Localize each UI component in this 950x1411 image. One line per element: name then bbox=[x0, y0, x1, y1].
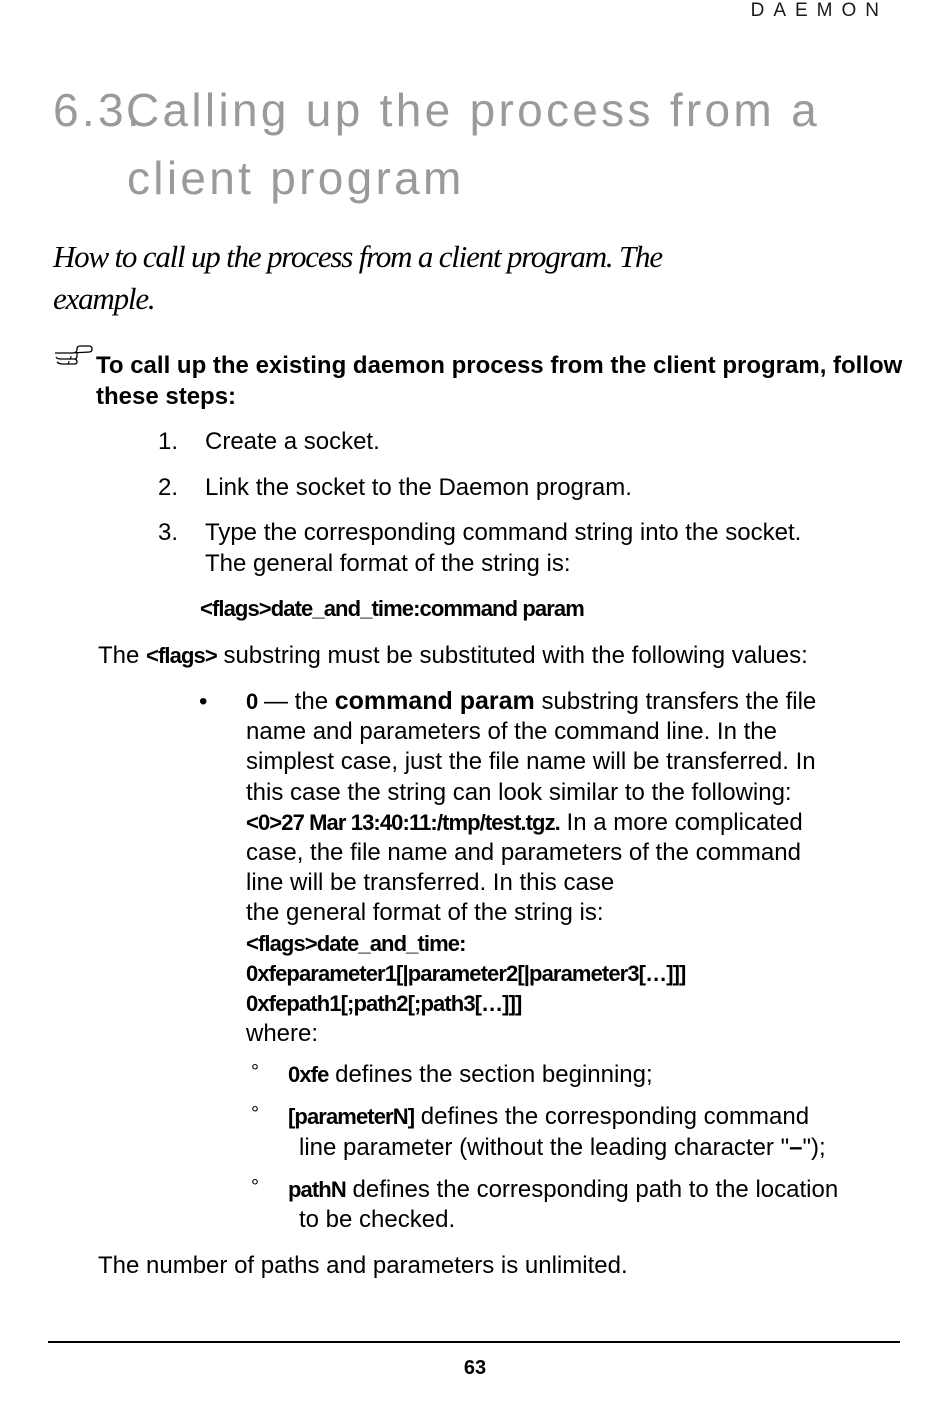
bullet-text: In a more complicated bbox=[559, 808, 803, 836]
footer-divider bbox=[48, 1341, 900, 1343]
bullet-paragraph bbox=[246, 686, 896, 1049]
step-text: Create a socket. bbox=[205, 428, 380, 455]
subitem-text: defines the corresponding path to the location bbox=[345, 1176, 839, 1203]
format-code-line: 0xfepath1[;path2[;path3[…]]] bbox=[246, 991, 522, 1017]
running-header: DAEMON bbox=[750, 0, 888, 21]
step-text: Type the corresponding command string into the socket. bbox=[205, 519, 802, 546]
subitem-text: line parameter (without the leading character " bbox=[299, 1134, 790, 1161]
subitem-symbol: ° bbox=[251, 1061, 259, 1083]
dash-char: – bbox=[789, 1134, 803, 1161]
bullet-line: the general format of the string is: bbox=[246, 899, 604, 927]
section-number: 6.3. bbox=[53, 84, 143, 136]
format-string-code: <flags>date_and_time:command param bbox=[200, 596, 584, 621]
step-text: The general format of the string is: bbox=[205, 550, 571, 577]
subitem-code: pathN bbox=[288, 1177, 346, 1202]
bullet-line: simplest case, just the file name will be transferred. In bbox=[246, 748, 816, 776]
subitem-line: to be checked. bbox=[299, 1206, 456, 1233]
flags-intro-pre: The bbox=[98, 642, 147, 669]
subitem-text: "); bbox=[802, 1134, 826, 1161]
subitem bbox=[288, 1102, 809, 1132]
section-title-line2: client program bbox=[127, 152, 465, 204]
subitem-text: defines the corresponding command bbox=[414, 1103, 810, 1130]
bullet-symbol: • bbox=[199, 688, 208, 715]
step-number: 3. bbox=[158, 519, 179, 546]
subitem-code: [parameterN] bbox=[288, 1104, 415, 1129]
flags-intro bbox=[98, 641, 808, 671]
section-subtitle: How to call up the process from a client program. The example. bbox=[53, 239, 662, 316]
step-number: 2. bbox=[158, 474, 179, 501]
subitem-line bbox=[299, 1133, 826, 1163]
subitem-symbol: ° bbox=[251, 1103, 259, 1125]
bullet-text: substring transfers the file bbox=[534, 688, 817, 715]
page-number: 63 bbox=[463, 1357, 487, 1379]
procedure-title: To call up the existing daemon process from the client program, follow these steps: bbox=[96, 352, 903, 410]
subitem bbox=[288, 1060, 653, 1090]
bullet-line: name and parameters of the command line. In the bbox=[246, 718, 777, 746]
example-string-code: <0>27 Mar 13:40:11:/tmp/test.tgz. bbox=[246, 809, 560, 835]
command-param-term: command param bbox=[334, 687, 535, 715]
bullet-line: case, the file name and parameters of the command bbox=[246, 839, 801, 867]
bullet-line: line will be transferred. In this case bbox=[246, 869, 615, 897]
format-code-line: 0xfeparameter1[|parameter2[|parameter3[…]]] bbox=[246, 960, 686, 986]
bullet-text: — the bbox=[257, 688, 335, 715]
closing-text: The number of paths and parameters is unlimited. bbox=[98, 1252, 628, 1279]
flags-intro-post: substring must be substituted with the following values: bbox=[216, 642, 808, 669]
subitem bbox=[288, 1175, 838, 1205]
step-text: Link the socket to the Daemon program. bbox=[205, 474, 632, 501]
subitem-code: 0xfe bbox=[288, 1062, 329, 1087]
section-title-line1: Calling up the process from a bbox=[126, 84, 820, 136]
pointing-hand-icon bbox=[53, 343, 93, 367]
section-title bbox=[53, 80, 820, 140]
step-number: 1. bbox=[158, 428, 179, 455]
bullet-line: this case the string can look similar to the following: bbox=[246, 778, 792, 806]
format-code-line: <flags>date_and_time: bbox=[246, 930, 466, 956]
flags-code: <flags> bbox=[146, 643, 217, 668]
where-label: where: bbox=[246, 1020, 319, 1048]
subitem-text: defines the section beginning; bbox=[328, 1061, 653, 1088]
flag-zero-code: 0 bbox=[246, 689, 258, 714]
subitem-symbol: ° bbox=[251, 1176, 259, 1198]
